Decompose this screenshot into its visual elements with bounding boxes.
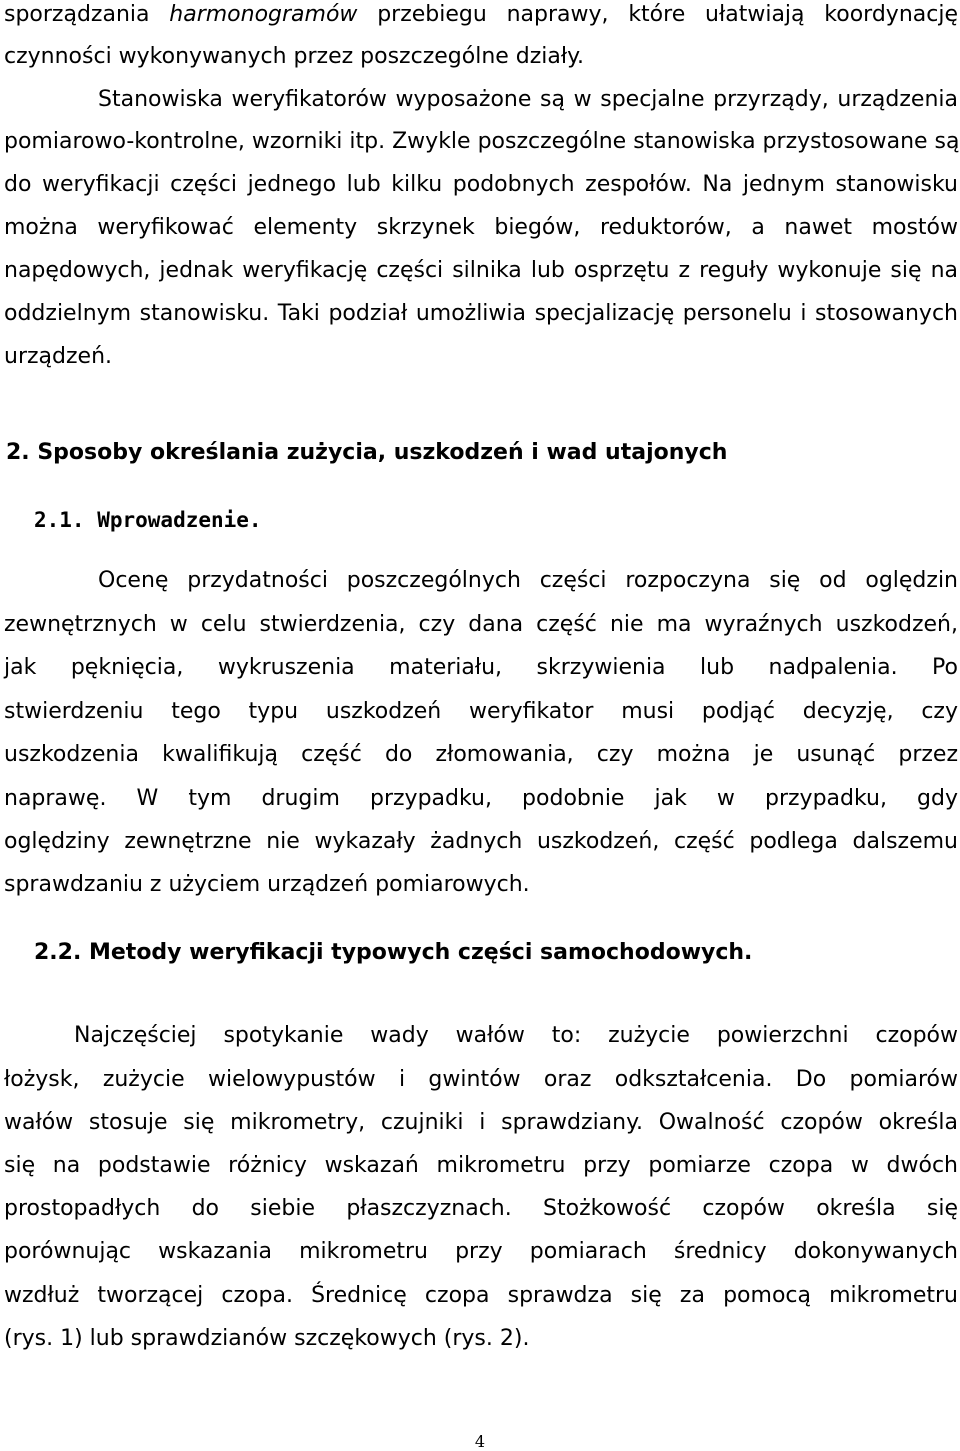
paragraph-line: oględziny zewnętrzne nie wykazały żadnych uszkodzeń, część podlega dalszemu xyxy=(4,829,958,854)
paragraph-line: pomiarowo-kontrolne, wzorniki itp. Zwykle poszczególne stanowiska przystosowane są xyxy=(4,129,960,154)
paragraph-line: uszkodzenia kwalifikują część do złomowania, czy można je usunąć przez xyxy=(4,742,958,767)
paragraph-line: czynności wykonywanych przez poszczególne działy. xyxy=(4,44,585,69)
paragraph-line: do weryfikacji części jednego lub kilku podobnych zespołów. Na jednym stanowisku xyxy=(4,172,958,197)
paragraph-line: zewnętrznych w celu stwierdzenia, czy dana część nie ma wyraźnych uszkodzeń, xyxy=(4,612,958,637)
text-run: przebiegu naprawy, które ułatwiają koordynację xyxy=(357,2,958,27)
italic-term: harmonogramów xyxy=(169,2,358,27)
paragraph-line: można weryfikować elementy skrzynek biegów, reduktorów, a nawet mostów xyxy=(4,215,958,240)
paragraph-line: stwierdzeniu tego typu uszkodzeń weryfikator musi podjąć decyzję, czy xyxy=(4,699,958,724)
paragraph-line: prostopadłych do siebie płaszczyznach. Stożkowość czopów określa się xyxy=(4,1196,958,1221)
section-heading: 2. Sposoby określania zużycia, uszkodzeń i wad utajonych xyxy=(6,440,728,465)
page-number: 4 xyxy=(474,1432,486,1451)
paragraph-line: Ocenę przydatności poszczególnych części rozpoczyna się od oględzin xyxy=(98,568,958,593)
paragraph-line: Stanowiska weryfikatorów wyposażone są w specjalne przyrządy, urządzenia xyxy=(98,87,958,112)
paragraph-line: się na podstawie różnicy wskazań mikrometru przy pomiarze czopa w dwóch xyxy=(4,1153,958,1178)
paragraph-line: naprawę. W tym drugim przypadku, podobnie jak w przypadku, gdy xyxy=(4,786,958,811)
subsection-heading: 2.1. Wprowadzenie. xyxy=(34,508,262,532)
text-run: sporządzania xyxy=(4,2,170,27)
paragraph-line: oddzielnym stanowisku. Taki podział umożliwia specjalizację personelu i stosowanych xyxy=(4,301,958,326)
subsection-heading: 2.2. Metody weryfikacji typowych części samochodowych. xyxy=(34,940,753,965)
paragraph-line: porównując wskazania mikrometru przy pomiarach średnicy dokonywanych xyxy=(4,1239,958,1264)
paragraph-line: jak pęknięcia, wykruszenia materiału, skrzywienia lub nadpalenia. Po xyxy=(4,655,958,680)
paragraph-line: wałów stosuje się mikrometry, czujniki i sprawdziany. Owalność czopów określa xyxy=(4,1110,958,1135)
paragraph-line: (rys. 1) lub sprawdzianów szczękowych (rys. 2). xyxy=(4,1326,530,1351)
paragraph-line: łożysk, zużycie wielowypustów i gwintów oraz odkształcenia. Do pomiarów xyxy=(4,1067,958,1092)
paragraph-line xyxy=(4,0,958,30)
paragraph-line: sprawdzaniu z użyciem urządzeń pomiarowych. xyxy=(4,872,530,897)
paragraph-line: napędowych, jednak weryfikację części silnika lub osprzętu z reguły wykonuje się na xyxy=(4,258,958,283)
paragraph-line: Najczęściej spotykanie wady wałów to: zużycie powierzchni czopów xyxy=(74,1023,958,1048)
paragraph-line: wzdłuż tworzącej czopa. Średnicę czopa sprawdza się za pomocą mikrometru xyxy=(4,1283,958,1308)
paragraph-line: urządzeń. xyxy=(4,344,113,369)
